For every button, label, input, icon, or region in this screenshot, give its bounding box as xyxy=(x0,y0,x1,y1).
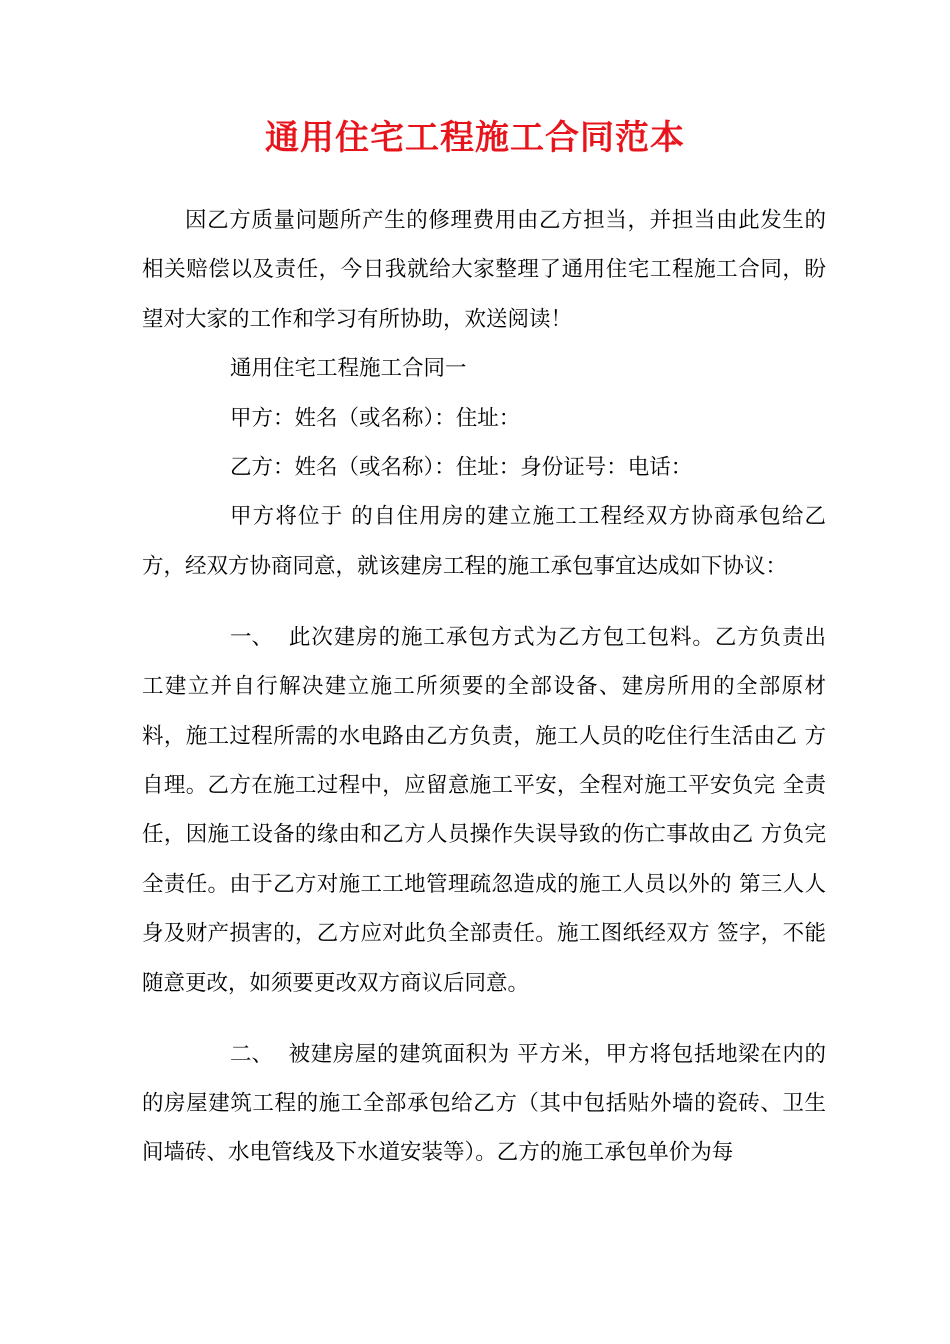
clause-1 xyxy=(142,613,826,1008)
document-body xyxy=(142,196,826,1199)
clause-number: 二、 xyxy=(230,1041,274,1067)
party-a-line: 甲方：姓名（或名称）：住址： xyxy=(230,405,521,431)
section-heading: 通用住宅工程施工合同一 xyxy=(230,356,467,382)
clause-2 xyxy=(142,1030,826,1178)
party-b-line: 乙方：姓名（或名称）：住址：身份证号：电话： xyxy=(230,455,693,481)
clause-text: 被建房屋的建筑面积为 平方米，甲方将包括地梁在内的的房屋建筑工程的施工全部承包给乙方（其中包括贴外墙的瓷砖、卫生间墙砖、水电管线及下水道安装等）。乙方的施工承包单价为每 xyxy=(142,1041,826,1166)
document-title: 通用住宅工程施工合同范本 xyxy=(265,118,685,158)
clause-number: 一、 xyxy=(230,624,274,650)
intro-paragraph: 因乙方质量问题所产生的修理费用由乙方担当，并担当由此发生的相关赔偿以及责任，今日我就给大家整理了通用住宅工程施工合同，盼望对大家的工作和学习有所协助，欢送阅读！ xyxy=(142,208,826,332)
preamble-paragraph: 甲方将位于 的自住用房的建立施工工程经双方协商承包给乙方，经双方协商同意，就该建房工程的施工承包事宜达成如下协议： xyxy=(142,504,826,579)
clause-text: 此次建房的施工承包方式为乙方包工包料。乙方负责出 工建立并自行解决建立施工所须要的全部设备、建房所用的全部原材 料，施工过程所需的水电路由乙方负责，施工人员的吃住行生活由乙 方自理。乙方在施工过程中，应留意施工平安，全程对施工平安负完 全责任，因施工设备的缘由和乙方人员操作失误导致的伤亡事故由乙 方负完全责任。由于乙方对施工工地管理疏忽造成的施工人员以外的 第三人人身及财产损害的，乙方应对此负全部责任。施工图纸经双方 签字，不能随意更改，如须要更改双方商议后同意。 xyxy=(142,624,826,996)
